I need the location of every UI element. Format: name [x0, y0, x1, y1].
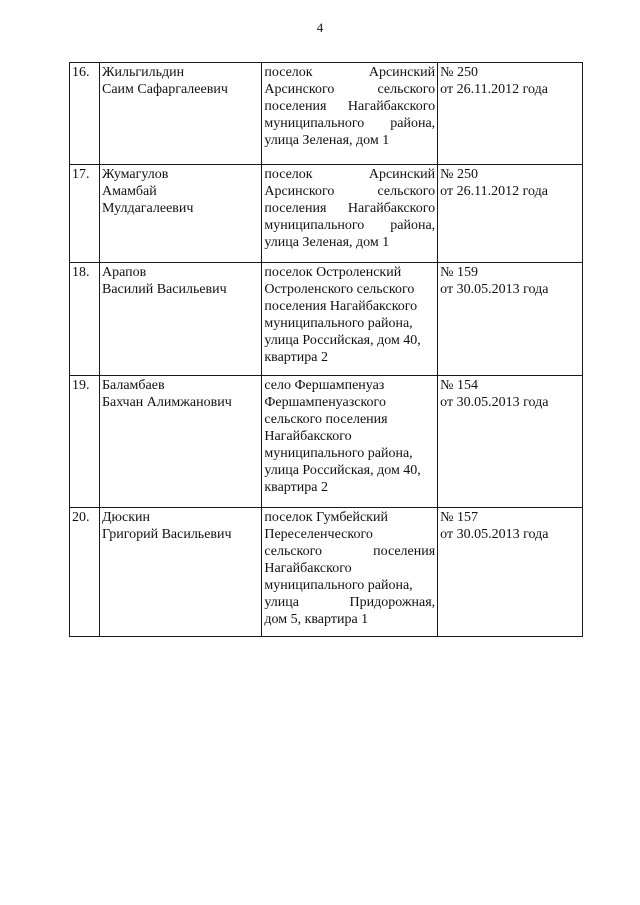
address-line: Арсинского сельского [264, 184, 436, 199]
doc-number: № 159 [440, 265, 479, 280]
address-line: муниципального района, [264, 218, 436, 233]
address-line: Остроленского сельского [264, 282, 415, 297]
person-name [99, 165, 261, 263]
decision-doc [438, 376, 583, 508]
address-line: поселения Нагайбакского [264, 299, 418, 314]
person-name [99, 63, 261, 165]
address-line: Нагайбакского [264, 429, 352, 444]
address-line: Фершампенуазского [264, 395, 386, 410]
address-line: Нагайбакского [264, 561, 352, 576]
doc-number: № 250 [440, 167, 479, 182]
address-line: улица Придорожная, [264, 595, 436, 610]
doc-number: № 154 [440, 378, 479, 393]
name-line: Жильгильдин [101, 65, 185, 80]
registry-table [69, 62, 583, 637]
doc-number: № 250 [440, 65, 479, 80]
address [262, 165, 438, 263]
person-name [99, 508, 261, 637]
row-number: 16. [70, 63, 100, 165]
address [262, 376, 438, 508]
address-line: поселок Гумбейский [264, 510, 388, 525]
name-line: Арапов [101, 265, 147, 280]
table-row [70, 165, 583, 263]
address-line: квартира 2 [264, 350, 328, 365]
address-line: муниципального района, [264, 316, 413, 331]
table-row [70, 263, 583, 376]
table-row [70, 376, 583, 508]
address [262, 508, 438, 637]
table-row [70, 508, 583, 637]
row-number: 20. [70, 508, 100, 637]
registry-table-body [70, 63, 583, 637]
decision-doc [438, 63, 583, 165]
doc-date: от 30.05.2013 года [440, 395, 549, 410]
name-line: Амамбай [101, 184, 157, 199]
address-line: село Фершампенуаз [264, 378, 385, 393]
address-line: улица Российская, дом 40, [264, 463, 421, 478]
address-line: поселок Арсинский [264, 167, 436, 182]
address-line: поселок Остроленский [264, 265, 402, 280]
name-line: Бахчан Алимжанович [101, 395, 232, 410]
address-line: муниципального района, [264, 578, 413, 593]
address-line: дом 5, квартира 1 [264, 612, 369, 627]
doc-date: от 30.05.2013 года [440, 282, 549, 297]
name-line: Мулдагалеевич [101, 201, 194, 216]
doc-date: от 26.11.2012 года [440, 82, 548, 97]
address-line: поселок Арсинский [264, 65, 436, 80]
address-line: улица Российская, дом 40, [264, 333, 421, 348]
table-row [70, 63, 583, 165]
address-line: Переселенческого [264, 527, 373, 542]
row-number: 18. [70, 263, 100, 376]
row-number: 17. [70, 165, 100, 263]
address-line: муниципального района, [264, 116, 436, 131]
doc-date: от 30.05.2013 года [440, 527, 549, 542]
address [262, 263, 438, 376]
decision-doc [438, 508, 583, 637]
person-name [99, 263, 261, 376]
name-line: Дюскин [101, 510, 150, 525]
address-line: поселения Нагайбакского [264, 99, 436, 114]
doc-date: от 26.11.2012 года [440, 184, 548, 199]
name-line: Саим Сафаргалеевич [101, 82, 228, 97]
name-line: Василий Васильевич [101, 282, 227, 297]
decision-doc [438, 263, 583, 376]
address-line: сельского поселения [264, 412, 388, 427]
address [262, 63, 438, 165]
address-line: муниципального района, [264, 446, 413, 461]
doc-number: № 157 [440, 510, 479, 525]
decision-doc [438, 165, 583, 263]
name-line: Баламбаев [101, 378, 165, 393]
address-line: квартира 2 [264, 480, 328, 495]
address-line: Арсинского сельского [264, 82, 436, 97]
address-line: сельского поселения [264, 544, 436, 559]
name-line: Жумагулов [101, 167, 169, 182]
address-line: улица Зеленая, дом 1 [264, 133, 390, 148]
person-name [99, 376, 261, 508]
page-number: 4 [316, 20, 324, 35]
name-line: Григорий Васильевич [101, 527, 232, 542]
address-line: поселения Нагайбакского [264, 201, 436, 216]
row-number: 19. [70, 376, 100, 508]
address-line: улица Зеленая, дом 1 [264, 235, 390, 250]
